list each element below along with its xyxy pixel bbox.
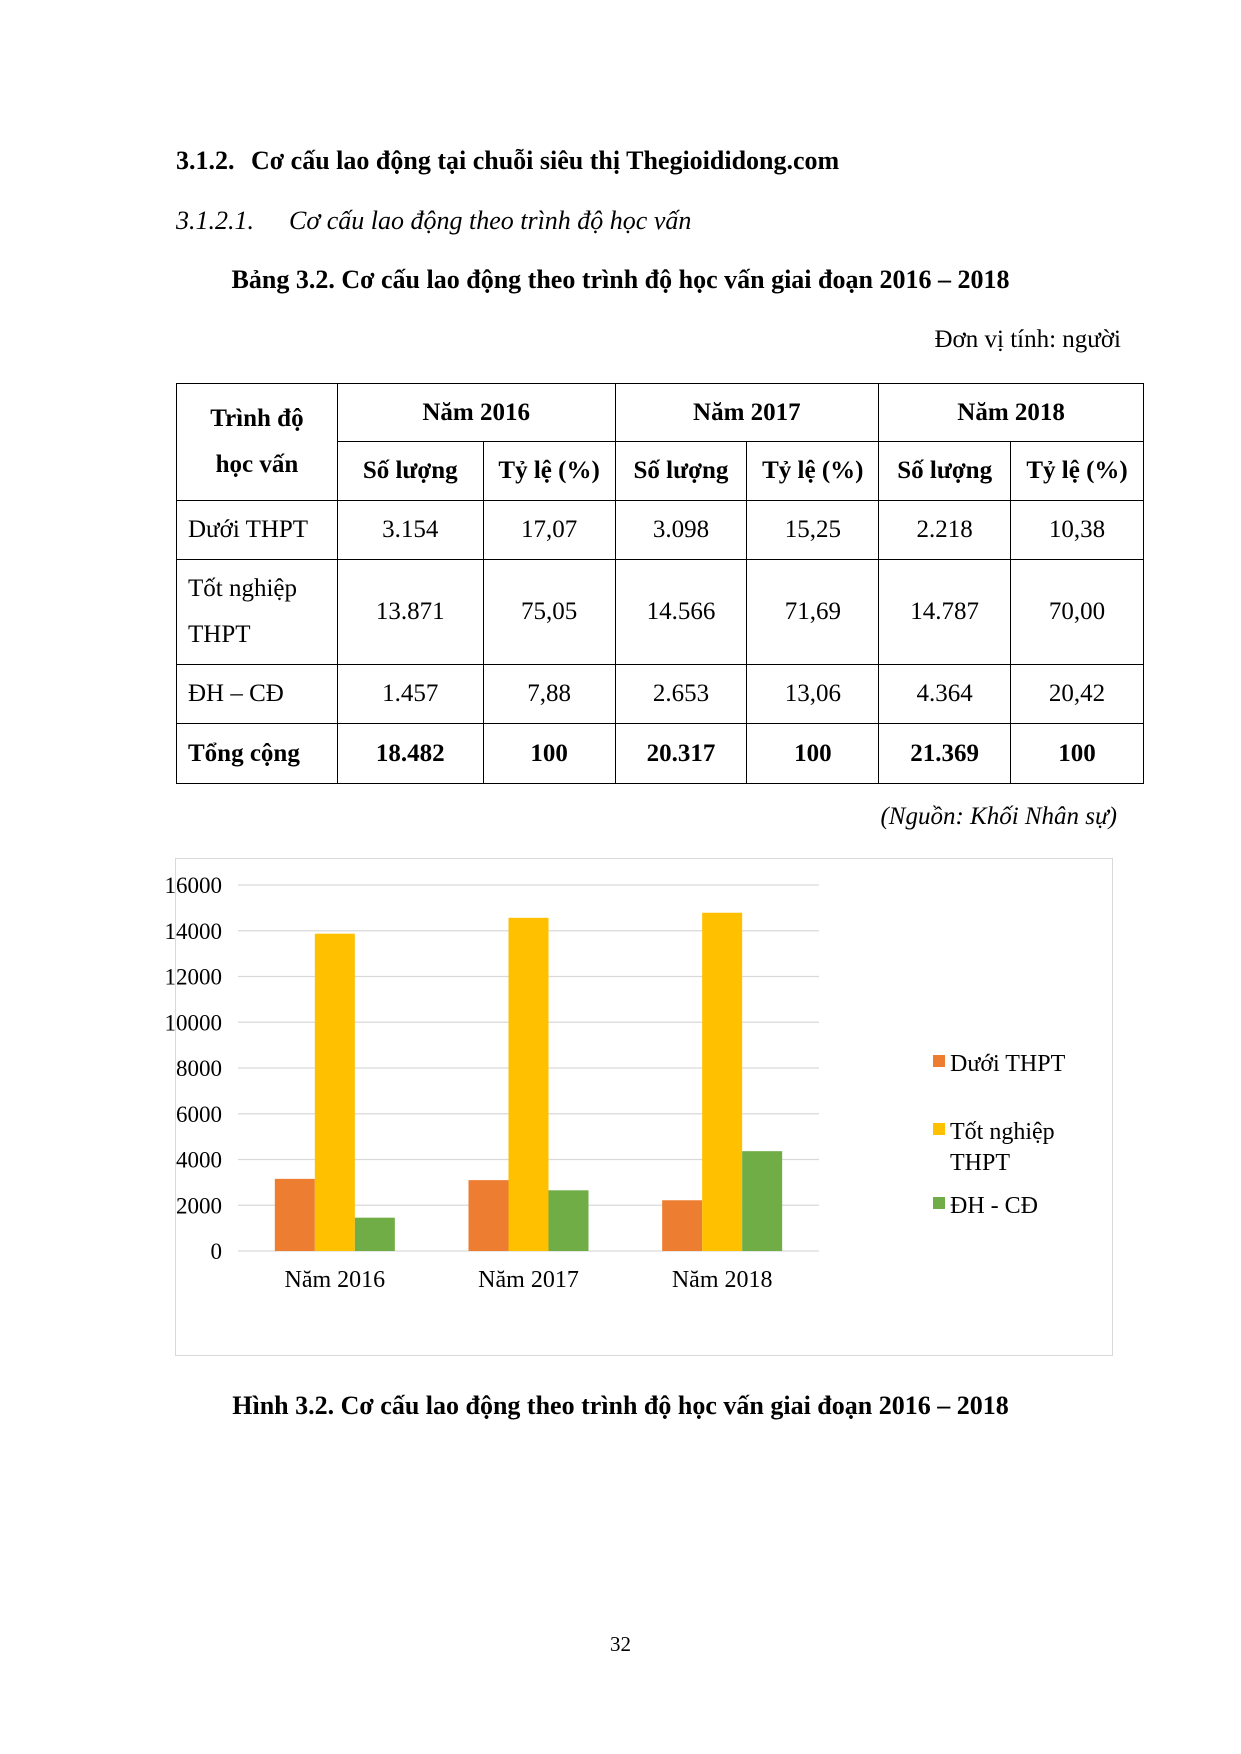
year-header-2017: Năm 2017 [615,384,879,442]
table-header-row [177,384,1144,442]
y-tick-label: 8000 [176,1056,222,1081]
bar-1-2 [469,1180,509,1251]
bar-1-3 [662,1200,702,1251]
bar-2-2 [509,918,549,1251]
y-tick-label: 4000 [176,1147,222,1173]
year-header-2016: Năm 2016 [337,384,615,442]
table-cell: 20.317 [615,724,747,784]
bar-2-1 [315,934,355,1251]
table-cell: 13,06 [747,665,879,724]
legend-label: Tốt nghiệp [950,1119,1055,1145]
bar-1-1 [275,1179,315,1251]
section-heading [176,146,839,176]
table-cell: 20,42 [1011,665,1144,724]
table-cell: 14.787 [879,560,1011,665]
y-tick-label: 0 [210,1239,222,1264]
table-total-row [177,724,1144,784]
table-cell: 10,38 [1011,501,1144,560]
y-tick-label: 14000 [164,918,222,944]
col-pct-header: Tỷ lệ (%) [747,442,879,501]
table-cell: 3.098 [615,501,747,560]
col-pct-header: Tỷ lệ (%) [1011,442,1144,501]
row-label-line2: THPT [188,621,251,648]
table-cell: 75,05 [483,560,615,665]
x-tick-label: Năm 2018 [671,1267,773,1293]
table-source: (Nguồn: Khối Nhân sự) [880,803,1117,830]
x-tick-label: Năm 2016 [284,1267,386,1293]
education-table [176,383,1144,784]
page-number: 32 [610,1632,631,1656]
year-header-2018: Năm 2018 [879,384,1144,442]
stub-header-line1: Trình độ [210,405,304,432]
col-count-header: Số lượng [879,442,1011,501]
figure-caption: Hình 3.2. Cơ cấu lao động theo trình độ học vấn giai đoạn 2016 – 2018 [232,1391,1009,1420]
table-unit: Đơn vị tính: người [934,326,1121,353]
subsection-heading [176,206,691,236]
subsection-number: 3.1.2.1. [176,206,254,235]
table-cell: 100 [747,724,879,784]
row-label: Dưới THPT [177,501,338,560]
bar-3-1 [355,1218,395,1251]
y-tick-label: 16000 [164,873,222,898]
table-row [177,501,1144,560]
table-cell: 3.154 [337,501,483,560]
table-cell: 15,25 [747,501,879,560]
row-label [177,560,338,665]
table-cell: 71,69 [747,560,879,665]
bar-3-3 [742,1151,782,1251]
section-title: Cơ cấu lao động tại chuỗi siêu thị Thegioididong.com [251,146,840,175]
table-cell: 4.364 [879,665,1011,724]
table-cell: 21.369 [879,724,1011,784]
table-cell: 13.871 [337,560,483,665]
y-tick-label: 6000 [176,1101,222,1127]
table-cell: 70,00 [1011,560,1144,665]
col-count-header: Số lượng [337,442,483,501]
legend-swatch [933,1197,945,1209]
y-tick-label: 2000 [176,1193,222,1219]
table-cell: 2.653 [615,665,747,724]
table-cell: 14.566 [615,560,747,665]
table-cell: 100 [483,724,615,784]
legend-label: Dưới THPT [950,1051,1066,1077]
table-cell: 100 [1011,724,1144,784]
bar-2-3 [702,913,742,1251]
row-label: Tổng cộng [177,724,338,784]
chart-frame [164,858,1113,1356]
table-row [177,665,1144,724]
col-pct-header: Tỷ lệ (%) [483,442,615,501]
table-cell: 18.482 [337,724,483,784]
col-count-header: Số lượng [615,442,747,501]
table-cell: 1.457 [337,665,483,724]
stub-header-line2: học vấn [215,451,299,478]
bar-3-2 [549,1190,589,1251]
table-caption: Bảng 3.2. Cơ cấu lao động theo trình độ học vấn giai đoạn 2016 – 2018 [231,265,1010,294]
section-number: 3.1.2. [176,146,235,175]
y-tick-label: 12000 [164,964,222,990]
legend-swatch [933,1123,945,1135]
bar-chart [164,859,1114,1357]
legend-swatch [933,1055,945,1067]
x-tick-label: Năm 2017 [478,1267,579,1293]
legend-label: THPT [950,1150,1010,1176]
y-tick-label: 10000 [164,1010,222,1036]
table-cell: 2.218 [879,501,1011,560]
row-label-line1: Tốt nghiệp [188,575,298,602]
row-label: ĐH – CĐ [177,665,338,724]
table-row [177,560,1144,665]
table-cell: 7,88 [483,665,615,724]
subsection-title: Cơ cấu lao động theo trình độ học vấn [289,206,692,235]
stub-header [177,384,338,501]
legend-label: ĐH - CĐ [950,1193,1038,1219]
table-cell: 17,07 [483,501,615,560]
